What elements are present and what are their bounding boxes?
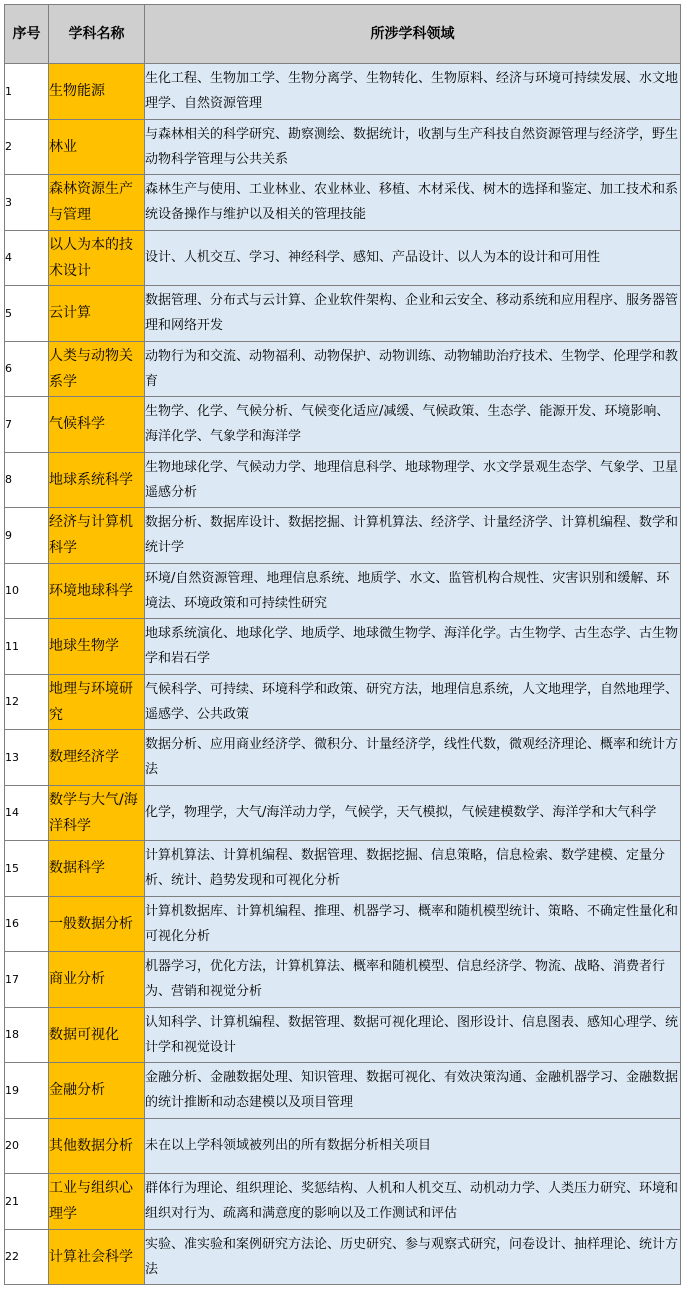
discipline-name: 数据可视化 — [49, 1007, 145, 1063]
discipline-name: 人类与动物关系学 — [49, 341, 145, 397]
discipline-name: 经济与计算机科学 — [49, 508, 145, 564]
table-row — [5, 563, 681, 619]
discipline-name: 生物能源 — [49, 64, 145, 120]
row-num: 1 — [5, 64, 49, 120]
discipline-fields: 数据分析、应用商业经济学、微积分、计量经济学，线性代数，微观经济理论、概率和统计方法 — [145, 730, 681, 786]
discipline-fields: 生物地球化学、气候动力学、地理信息科学、地球物理学、水文学景观生态学、气象学、卫星遥感分析 — [145, 452, 681, 508]
discipline-fields: 机器学习，优化方法，计算机算法、概率和随机模型、信息经济学、物流、战略、消费者行为、营销和视觉分析 — [145, 952, 681, 1008]
discipline-name: 地球生物学 — [49, 619, 145, 675]
row-num: 2 — [5, 119, 49, 175]
table-row — [5, 64, 681, 120]
row-num: 21 — [5, 1174, 49, 1230]
discipline-fields: 森林生产与使用、工业林业、农业林业、移植、木材采伐、树木的选择和鉴定、加工技术和系统设备操作与维护以及相关的管理技能 — [145, 175, 681, 231]
header-num: 序号 — [5, 5, 49, 64]
discipline-name: 林业 — [49, 119, 145, 175]
discipline-fields: 化学，物理学，大气/海洋动力学，气候学，天气模拟，气候建模数学、海洋学和大气科学 — [145, 785, 681, 841]
table-row — [5, 841, 681, 897]
row-num: 8 — [5, 452, 49, 508]
header-name: 学科名称 — [49, 5, 145, 64]
row-num: 18 — [5, 1007, 49, 1063]
row-num: 3 — [5, 175, 49, 231]
table-row — [5, 175, 681, 231]
discipline-fields: 计算机数据库、计算机编程、推理、机器学习、概率和随机模型统计、策略、不确定性量化和可视化分析 — [145, 896, 681, 952]
discipline-name: 地理与环境研究 — [49, 674, 145, 730]
table-row — [5, 674, 681, 730]
discipline-name: 一般数据分析 — [49, 896, 145, 952]
discipline-name: 数据科学 — [49, 841, 145, 897]
row-num: 6 — [5, 341, 49, 397]
table-row — [5, 1174, 681, 1230]
row-num: 17 — [5, 952, 49, 1008]
table-row — [5, 397, 681, 453]
discipline-fields: 设计、人机交互、学习、神经科学、感知、产品设计、以人为本的设计和可用性 — [145, 230, 681, 286]
row-num: 9 — [5, 508, 49, 564]
row-num: 10 — [5, 563, 49, 619]
discipline-fields: 金融分析、金融数据处理、知识管理、数据可视化、有效决策沟通、金融机器学习、金融数据的统计推断和动态建模以及项目管理 — [145, 1063, 681, 1119]
table-row — [5, 619, 681, 675]
discipline-fields: 动物行为和交流、动物福利、动物保护、动物训练、动物辅助治疗技术、生物学、伦理学和教育 — [145, 341, 681, 397]
discipline-fields: 群体行为理论、组织理论、奖惩结构、人机和人机交互、动机动力学、人类压力研究、环境和组织对行为、疏离和满意度的影响以及工作测试和评估 — [145, 1174, 681, 1230]
table-row — [5, 1118, 681, 1174]
table-row — [5, 230, 681, 286]
discipline-name: 森林资源生产与管理 — [49, 175, 145, 231]
discipline-table — [4, 4, 681, 1285]
table-row — [5, 1007, 681, 1063]
discipline-fields: 生物学、化学、气候分析、气候变化适应/减缓、气候政策、生态学、能源开发、环境影响、海洋化学、气象学和海洋学 — [145, 397, 681, 453]
discipline-name: 金融分析 — [49, 1063, 145, 1119]
row-num: 16 — [5, 896, 49, 952]
discipline-name: 环境地球科学 — [49, 563, 145, 619]
header-row — [5, 5, 681, 64]
discipline-name: 地球系统科学 — [49, 452, 145, 508]
discipline-fields: 气候科学、可持续、环境科学和政策、研究方法，地理信息系统，人文地理学，自然地理学、遥感学、公共政策 — [145, 674, 681, 730]
table-row — [5, 341, 681, 397]
row-num: 5 — [5, 286, 49, 342]
discipline-name: 气候科学 — [49, 397, 145, 453]
discipline-fields: 实验、准实验和案例研究方法论、历史研究、参与观察式研究，问卷设计、抽样理论、统计方法 — [145, 1229, 681, 1285]
discipline-name: 以人为本的技术设计 — [49, 230, 145, 286]
discipline-name: 工业与组织心理学 — [49, 1174, 145, 1230]
table-row — [5, 452, 681, 508]
discipline-fields: 环境/自然资源管理、地理信息系统、地质学、水文、监管机构合规性、灾害识别和缓解、环境法、环境政策和可持续性研究 — [145, 563, 681, 619]
discipline-fields: 与森林相关的科学研究、勘察测绘、数据统计，收割与生产科技自然资源管理与经济学，野生动物科学管理与公共关系 — [145, 119, 681, 175]
row-num: 13 — [5, 730, 49, 786]
row-num: 20 — [5, 1118, 49, 1174]
table-row — [5, 286, 681, 342]
table-row — [5, 1229, 681, 1285]
row-num: 19 — [5, 1063, 49, 1119]
discipline-name: 数理经济学 — [49, 730, 145, 786]
row-num: 22 — [5, 1229, 49, 1285]
discipline-fields: 生化工程、生物加工学、生物分离学、生物转化、生物原料、经济与环境可持续发展、水文地理学、自然资源管理 — [145, 64, 681, 120]
row-num: 12 — [5, 674, 49, 730]
table-row — [5, 730, 681, 786]
header-fields: 所涉学科领域 — [145, 5, 681, 64]
row-num: 14 — [5, 785, 49, 841]
discipline-name: 数学与大气/海洋科学 — [49, 785, 145, 841]
table-row — [5, 896, 681, 952]
row-num: 15 — [5, 841, 49, 897]
table-row — [5, 785, 681, 841]
discipline-fields: 未在以上学科领域被列出的所有数据分析相关项目 — [145, 1118, 681, 1174]
discipline-fields: 计算机算法、计算机编程、数据管理、数据挖掘、信息策略，信息检索、数学建模、定量分析、统计、趋势发现和可视化分析 — [145, 841, 681, 897]
discipline-fields: 认知科学、计算机编程、数据管理、数据可视化理论、图形设计、信息图表、感知心理学、统计学和视觉设计 — [145, 1007, 681, 1063]
discipline-fields: 地球系统演化、地球化学、地质学、地球微生物学、海洋化学。古生物学、古生态学、古生物学和岩石学 — [145, 619, 681, 675]
discipline-fields: 数据分析、数据库设计、数据挖掘、计算机算法、经济学、计量经济学、计算机编程、数学和统计学 — [145, 508, 681, 564]
discipline-name: 云计算 — [49, 286, 145, 342]
discipline-name: 商业分析 — [49, 952, 145, 1008]
table-row — [5, 119, 681, 175]
discipline-name: 计算社会科学 — [49, 1229, 145, 1285]
row-num: 7 — [5, 397, 49, 453]
discipline-name: 其他数据分析 — [49, 1118, 145, 1174]
table-row — [5, 952, 681, 1008]
row-num: 4 — [5, 230, 49, 286]
table-row — [5, 508, 681, 564]
table-row — [5, 1063, 681, 1119]
row-num: 11 — [5, 619, 49, 675]
discipline-fields: 数据管理、分布式与云计算、企业软件架构、企业和云安全、移动系统和应用程序、服务器管理和网络开发 — [145, 286, 681, 342]
